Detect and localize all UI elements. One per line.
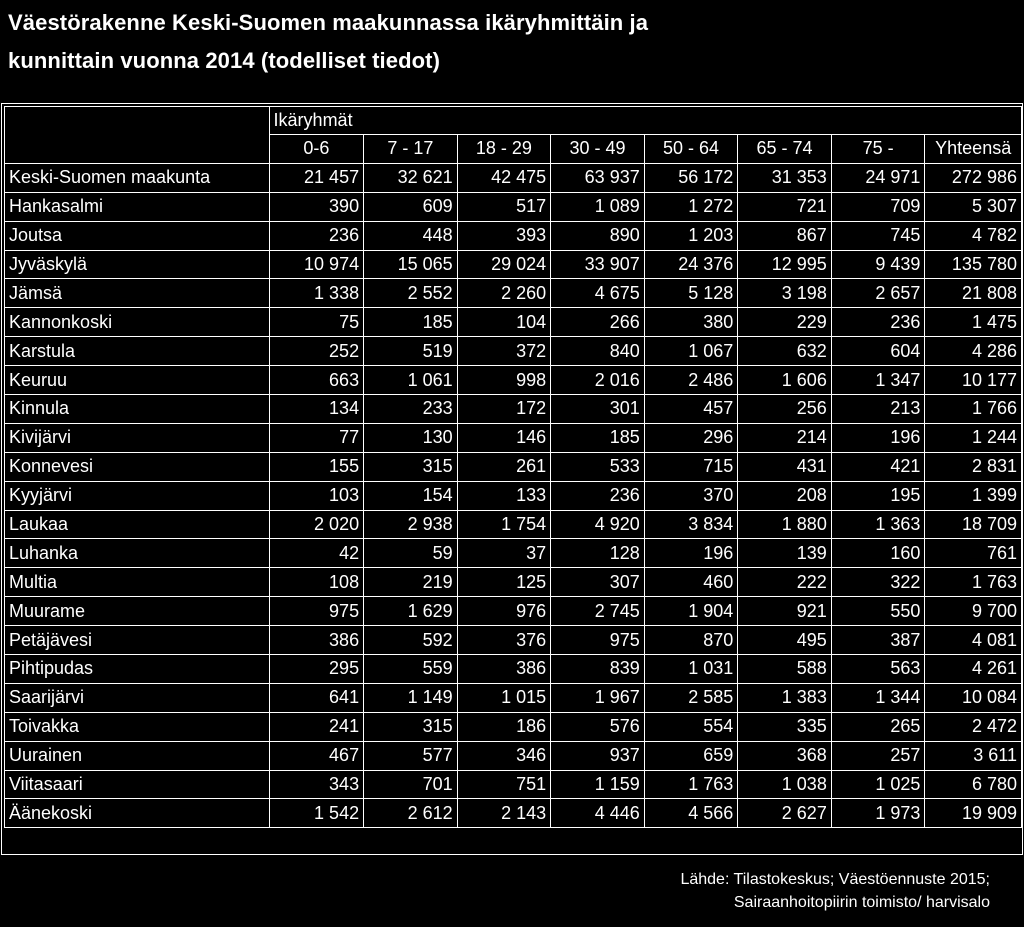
table-cell: 467 bbox=[269, 741, 364, 770]
source-note bbox=[680, 868, 990, 914]
table-cell: 577 bbox=[364, 741, 458, 770]
table-cell: 9 439 bbox=[831, 250, 925, 279]
column-header: 7 - 17 bbox=[364, 135, 458, 164]
column-header: 75 - bbox=[831, 135, 925, 164]
table-cell: 2 938 bbox=[364, 510, 458, 539]
table-cell: 1 347 bbox=[831, 366, 925, 395]
table-cell: 4 566 bbox=[644, 799, 738, 828]
table-cell: 386 bbox=[269, 626, 364, 655]
table-cell: 185 bbox=[551, 423, 645, 452]
table-cell: 2 552 bbox=[364, 279, 458, 308]
title-line-2: kunnittain vuonna 2014 (todelliset tiedot) bbox=[8, 48, 441, 73]
table-cell: 1 763 bbox=[925, 568, 1022, 597]
table-cell: 19 909 bbox=[925, 799, 1022, 828]
table-row bbox=[5, 192, 1022, 221]
table-cell: 2 260 bbox=[457, 279, 551, 308]
table-cell: 4 261 bbox=[925, 655, 1022, 684]
table-cell: 890 bbox=[551, 221, 645, 250]
group-header-row bbox=[5, 107, 1022, 135]
municipality-name: Karstula bbox=[5, 337, 270, 366]
table-cell: 1 629 bbox=[364, 597, 458, 626]
table-cell: 59 bbox=[364, 539, 458, 568]
table-cell: 214 bbox=[738, 423, 832, 452]
table-row bbox=[5, 568, 1022, 597]
table-cell: 701 bbox=[364, 770, 458, 799]
table-cell: 75 bbox=[269, 308, 364, 337]
table-cell: 24 376 bbox=[644, 250, 738, 279]
municipality-name: Toivakka bbox=[5, 712, 270, 741]
municipality-name: Uurainen bbox=[5, 741, 270, 770]
table-cell: 1 763 bbox=[644, 770, 738, 799]
table-cell: 21 457 bbox=[269, 163, 364, 192]
table-cell: 1 089 bbox=[551, 192, 645, 221]
table-cell: 346 bbox=[457, 741, 551, 770]
table-cell: 632 bbox=[738, 337, 832, 366]
municipality-name: Äänekoski bbox=[5, 799, 270, 828]
table-row bbox=[5, 799, 1022, 828]
column-header: 65 - 74 bbox=[738, 135, 832, 164]
table-cell: 393 bbox=[457, 221, 551, 250]
table-cell: 139 bbox=[738, 539, 832, 568]
table-cell: 517 bbox=[457, 192, 551, 221]
table-cell: 3 611 bbox=[925, 741, 1022, 770]
municipality-name: Keski-Suomen maakunta bbox=[5, 163, 270, 192]
table-cell: 272 986 bbox=[925, 163, 1022, 192]
table-cell: 130 bbox=[364, 423, 458, 452]
table-cell: 448 bbox=[364, 221, 458, 250]
table-row bbox=[5, 221, 1022, 250]
table-cell: 10 177 bbox=[925, 366, 1022, 395]
table-row bbox=[5, 770, 1022, 799]
table-cell: 295 bbox=[269, 655, 364, 684]
table-cell: 460 bbox=[644, 568, 738, 597]
corner-cell bbox=[5, 107, 270, 164]
table-cell: 2 831 bbox=[925, 452, 1022, 481]
table-cell: 343 bbox=[269, 770, 364, 799]
table-cell: 155 bbox=[269, 452, 364, 481]
table-cell: 315 bbox=[364, 712, 458, 741]
municipality-name: Kivijärvi bbox=[5, 423, 270, 452]
table-cell: 2 627 bbox=[738, 799, 832, 828]
table-cell: 56 172 bbox=[644, 163, 738, 192]
table-cell: 921 bbox=[738, 597, 832, 626]
table-cell: 21 808 bbox=[925, 279, 1022, 308]
table-cell: 12 995 bbox=[738, 250, 832, 279]
table-cell: 24 971 bbox=[831, 163, 925, 192]
table-cell: 4 446 bbox=[551, 799, 645, 828]
table-row bbox=[5, 539, 1022, 568]
table-frame bbox=[1, 103, 1023, 855]
table-cell: 146 bbox=[457, 423, 551, 452]
table-cell: 9 700 bbox=[925, 597, 1022, 626]
table-cell: 236 bbox=[269, 221, 364, 250]
table-cell: 1 399 bbox=[925, 481, 1022, 510]
table-row bbox=[5, 163, 1022, 192]
table-cell: 301 bbox=[551, 395, 645, 424]
municipality-name: Kinnula bbox=[5, 395, 270, 424]
table-cell: 751 bbox=[457, 770, 551, 799]
table-cell: 1 203 bbox=[644, 221, 738, 250]
table-cell: 133 bbox=[457, 481, 551, 510]
table-cell: 1 973 bbox=[831, 799, 925, 828]
table-cell: 421 bbox=[831, 452, 925, 481]
table-cell: 1 244 bbox=[925, 423, 1022, 452]
table-cell: 4 081 bbox=[925, 626, 1022, 655]
table-body bbox=[5, 107, 1022, 828]
table-cell: 609 bbox=[364, 192, 458, 221]
municipality-name: Keuruu bbox=[5, 366, 270, 395]
column-header: 50 - 64 bbox=[644, 135, 738, 164]
municipality-name: Muurame bbox=[5, 597, 270, 626]
table-cell: 1 025 bbox=[831, 770, 925, 799]
table-cell: 172 bbox=[457, 395, 551, 424]
table-cell: 2 486 bbox=[644, 366, 738, 395]
table-cell: 42 bbox=[269, 539, 364, 568]
table-cell: 390 bbox=[269, 192, 364, 221]
table-cell: 867 bbox=[738, 221, 832, 250]
table-cell: 266 bbox=[551, 308, 645, 337]
municipality-name: Viitasaari bbox=[5, 770, 270, 799]
table-row bbox=[5, 626, 1022, 655]
table-cell: 380 bbox=[644, 308, 738, 337]
municipality-name: Saarijärvi bbox=[5, 683, 270, 712]
table-cell: 1 015 bbox=[457, 683, 551, 712]
table-cell: 104 bbox=[457, 308, 551, 337]
table-cell: 31 353 bbox=[738, 163, 832, 192]
table-cell: 1 149 bbox=[364, 683, 458, 712]
municipality-name: Pihtipudas bbox=[5, 655, 270, 684]
table-cell: 1 967 bbox=[551, 683, 645, 712]
table-cell: 315 bbox=[364, 452, 458, 481]
table-cell: 1 272 bbox=[644, 192, 738, 221]
table-cell: 154 bbox=[364, 481, 458, 510]
municipality-name: Kyyjärvi bbox=[5, 481, 270, 510]
table-cell: 213 bbox=[831, 395, 925, 424]
table-row bbox=[5, 655, 1022, 684]
table-cell: 559 bbox=[364, 655, 458, 684]
table-cell: 236 bbox=[551, 481, 645, 510]
table-cell: 63 937 bbox=[551, 163, 645, 192]
page-title bbox=[8, 4, 1008, 80]
table-cell: 709 bbox=[831, 192, 925, 221]
table-cell: 18 709 bbox=[925, 510, 1022, 539]
table-row bbox=[5, 683, 1022, 712]
table-cell: 563 bbox=[831, 655, 925, 684]
table-cell: 128 bbox=[551, 539, 645, 568]
table-cell: 296 bbox=[644, 423, 738, 452]
table-cell: 1 338 bbox=[269, 279, 364, 308]
table-cell: 335 bbox=[738, 712, 832, 741]
table-cell: 1 038 bbox=[738, 770, 832, 799]
table-row bbox=[5, 712, 1022, 741]
table-cell: 1 344 bbox=[831, 683, 925, 712]
table-cell: 4 675 bbox=[551, 279, 645, 308]
table-cell: 1 159 bbox=[551, 770, 645, 799]
table-cell: 32 621 bbox=[364, 163, 458, 192]
table-cell: 386 bbox=[457, 655, 551, 684]
table-cell: 998 bbox=[457, 366, 551, 395]
table-row bbox=[5, 366, 1022, 395]
table-cell: 4 782 bbox=[925, 221, 1022, 250]
population-table bbox=[4, 106, 1022, 828]
source-line-2: Sairaanhoitopiirin toimisto/ harvisalo bbox=[733, 894, 990, 911]
table-cell: 533 bbox=[551, 452, 645, 481]
table-cell: 519 bbox=[364, 337, 458, 366]
table-cell: 77 bbox=[269, 423, 364, 452]
municipality-name: Konnevesi bbox=[5, 452, 270, 481]
table-cell: 550 bbox=[831, 597, 925, 626]
table-cell: 1 031 bbox=[644, 655, 738, 684]
table-cell: 4 286 bbox=[925, 337, 1022, 366]
table-cell: 1 880 bbox=[738, 510, 832, 539]
table-row bbox=[5, 337, 1022, 366]
municipality-name: Kannonkoski bbox=[5, 308, 270, 337]
table-cell: 196 bbox=[644, 539, 738, 568]
column-header: 0-6 bbox=[269, 135, 364, 164]
table-cell: 15 065 bbox=[364, 250, 458, 279]
table-cell: 2 745 bbox=[551, 597, 645, 626]
table-cell: 5 128 bbox=[644, 279, 738, 308]
table-cell: 2 612 bbox=[364, 799, 458, 828]
table-cell: 134 bbox=[269, 395, 364, 424]
table-cell: 1 542 bbox=[269, 799, 364, 828]
table-cell: 495 bbox=[738, 626, 832, 655]
table-row bbox=[5, 250, 1022, 279]
table-cell: 4 920 bbox=[551, 510, 645, 539]
table-cell: 37 bbox=[457, 539, 551, 568]
table-cell: 322 bbox=[831, 568, 925, 597]
table-cell: 241 bbox=[269, 712, 364, 741]
table-cell: 265 bbox=[831, 712, 925, 741]
table-cell: 160 bbox=[831, 539, 925, 568]
municipality-name: Multia bbox=[5, 568, 270, 597]
table-cell: 976 bbox=[457, 597, 551, 626]
table-cell: 208 bbox=[738, 481, 832, 510]
group-header: Ikäryhmät bbox=[269, 107, 1021, 135]
table-cell: 256 bbox=[738, 395, 832, 424]
table-cell: 2 657 bbox=[831, 279, 925, 308]
municipality-name: Joutsa bbox=[5, 221, 270, 250]
table-cell: 721 bbox=[738, 192, 832, 221]
table-cell: 1 904 bbox=[644, 597, 738, 626]
table-cell: 431 bbox=[738, 452, 832, 481]
table-cell: 372 bbox=[457, 337, 551, 366]
table-row bbox=[5, 423, 1022, 452]
table-cell: 2 143 bbox=[457, 799, 551, 828]
table-cell: 1 383 bbox=[738, 683, 832, 712]
table-cell: 252 bbox=[269, 337, 364, 366]
table-cell: 236 bbox=[831, 308, 925, 337]
table-cell: 42 475 bbox=[457, 163, 551, 192]
table-cell: 1 766 bbox=[925, 395, 1022, 424]
table-cell: 229 bbox=[738, 308, 832, 337]
table-cell: 576 bbox=[551, 712, 645, 741]
table-cell: 125 bbox=[457, 568, 551, 597]
municipality-name: Jyväskylä bbox=[5, 250, 270, 279]
table-cell: 261 bbox=[457, 452, 551, 481]
table-cell: 975 bbox=[551, 626, 645, 655]
table-cell: 659 bbox=[644, 741, 738, 770]
municipality-name: Petäjävesi bbox=[5, 626, 270, 655]
table-row bbox=[5, 510, 1022, 539]
source-line-1: Lähde: Tilastokeskus; Väestöennuste 2015; bbox=[680, 871, 990, 888]
table-cell: 937 bbox=[551, 741, 645, 770]
table-cell: 1 363 bbox=[831, 510, 925, 539]
table-row bbox=[5, 481, 1022, 510]
table-cell: 233 bbox=[364, 395, 458, 424]
table-cell: 185 bbox=[364, 308, 458, 337]
table-cell: 135 780 bbox=[925, 250, 1022, 279]
table-cell: 195 bbox=[831, 481, 925, 510]
table-cell: 592 bbox=[364, 626, 458, 655]
column-header: 30 - 49 bbox=[551, 135, 645, 164]
table-cell: 457 bbox=[644, 395, 738, 424]
table-cell: 761 bbox=[925, 539, 1022, 568]
table-cell: 3 834 bbox=[644, 510, 738, 539]
table-cell: 376 bbox=[457, 626, 551, 655]
table-cell: 6 780 bbox=[925, 770, 1022, 799]
table-cell: 29 024 bbox=[457, 250, 551, 279]
table-cell: 370 bbox=[644, 481, 738, 510]
table-cell: 10 084 bbox=[925, 683, 1022, 712]
table-cell: 975 bbox=[269, 597, 364, 626]
column-header: 18 - 29 bbox=[457, 135, 551, 164]
municipality-name: Jämsä bbox=[5, 279, 270, 308]
table-cell: 2 016 bbox=[551, 366, 645, 395]
table-cell: 870 bbox=[644, 626, 738, 655]
table-cell: 219 bbox=[364, 568, 458, 597]
table-cell: 1 067 bbox=[644, 337, 738, 366]
table-cell: 222 bbox=[738, 568, 832, 597]
table-cell: 257 bbox=[831, 741, 925, 770]
table-cell: 10 974 bbox=[269, 250, 364, 279]
table-cell: 108 bbox=[269, 568, 364, 597]
table-cell: 368 bbox=[738, 741, 832, 770]
table-row bbox=[5, 279, 1022, 308]
table-row bbox=[5, 452, 1022, 481]
table-cell: 715 bbox=[644, 452, 738, 481]
table-cell: 2 585 bbox=[644, 683, 738, 712]
table-cell: 840 bbox=[551, 337, 645, 366]
municipality-name: Laukaa bbox=[5, 510, 270, 539]
municipality-name: Hankasalmi bbox=[5, 192, 270, 221]
table-cell: 745 bbox=[831, 221, 925, 250]
table-cell: 2 020 bbox=[269, 510, 364, 539]
table-cell: 663 bbox=[269, 366, 364, 395]
table-row bbox=[5, 308, 1022, 337]
municipality-name: Luhanka bbox=[5, 539, 270, 568]
table-cell: 554 bbox=[644, 712, 738, 741]
table-cell: 604 bbox=[831, 337, 925, 366]
table-cell: 1 061 bbox=[364, 366, 458, 395]
table-cell: 307 bbox=[551, 568, 645, 597]
table-cell: 3 198 bbox=[738, 279, 832, 308]
table-cell: 387 bbox=[831, 626, 925, 655]
table-cell: 641 bbox=[269, 683, 364, 712]
title-line-1: Väestörakenne Keski-Suomen maakunnassa ikäryhmittäin ja bbox=[8, 10, 649, 35]
table-cell: 196 bbox=[831, 423, 925, 452]
table-cell: 186 bbox=[457, 712, 551, 741]
table-row bbox=[5, 395, 1022, 424]
table-cell: 588 bbox=[738, 655, 832, 684]
table-cell: 2 472 bbox=[925, 712, 1022, 741]
table-cell: 5 307 bbox=[925, 192, 1022, 221]
table-cell: 839 bbox=[551, 655, 645, 684]
table-cell: 1 475 bbox=[925, 308, 1022, 337]
table-cell: 1 754 bbox=[457, 510, 551, 539]
column-header: Yhteensä bbox=[925, 135, 1022, 164]
table-row bbox=[5, 741, 1022, 770]
table-cell: 33 907 bbox=[551, 250, 645, 279]
table-cell: 103 bbox=[269, 481, 364, 510]
table-row bbox=[5, 597, 1022, 626]
table-cell: 1 606 bbox=[738, 366, 832, 395]
